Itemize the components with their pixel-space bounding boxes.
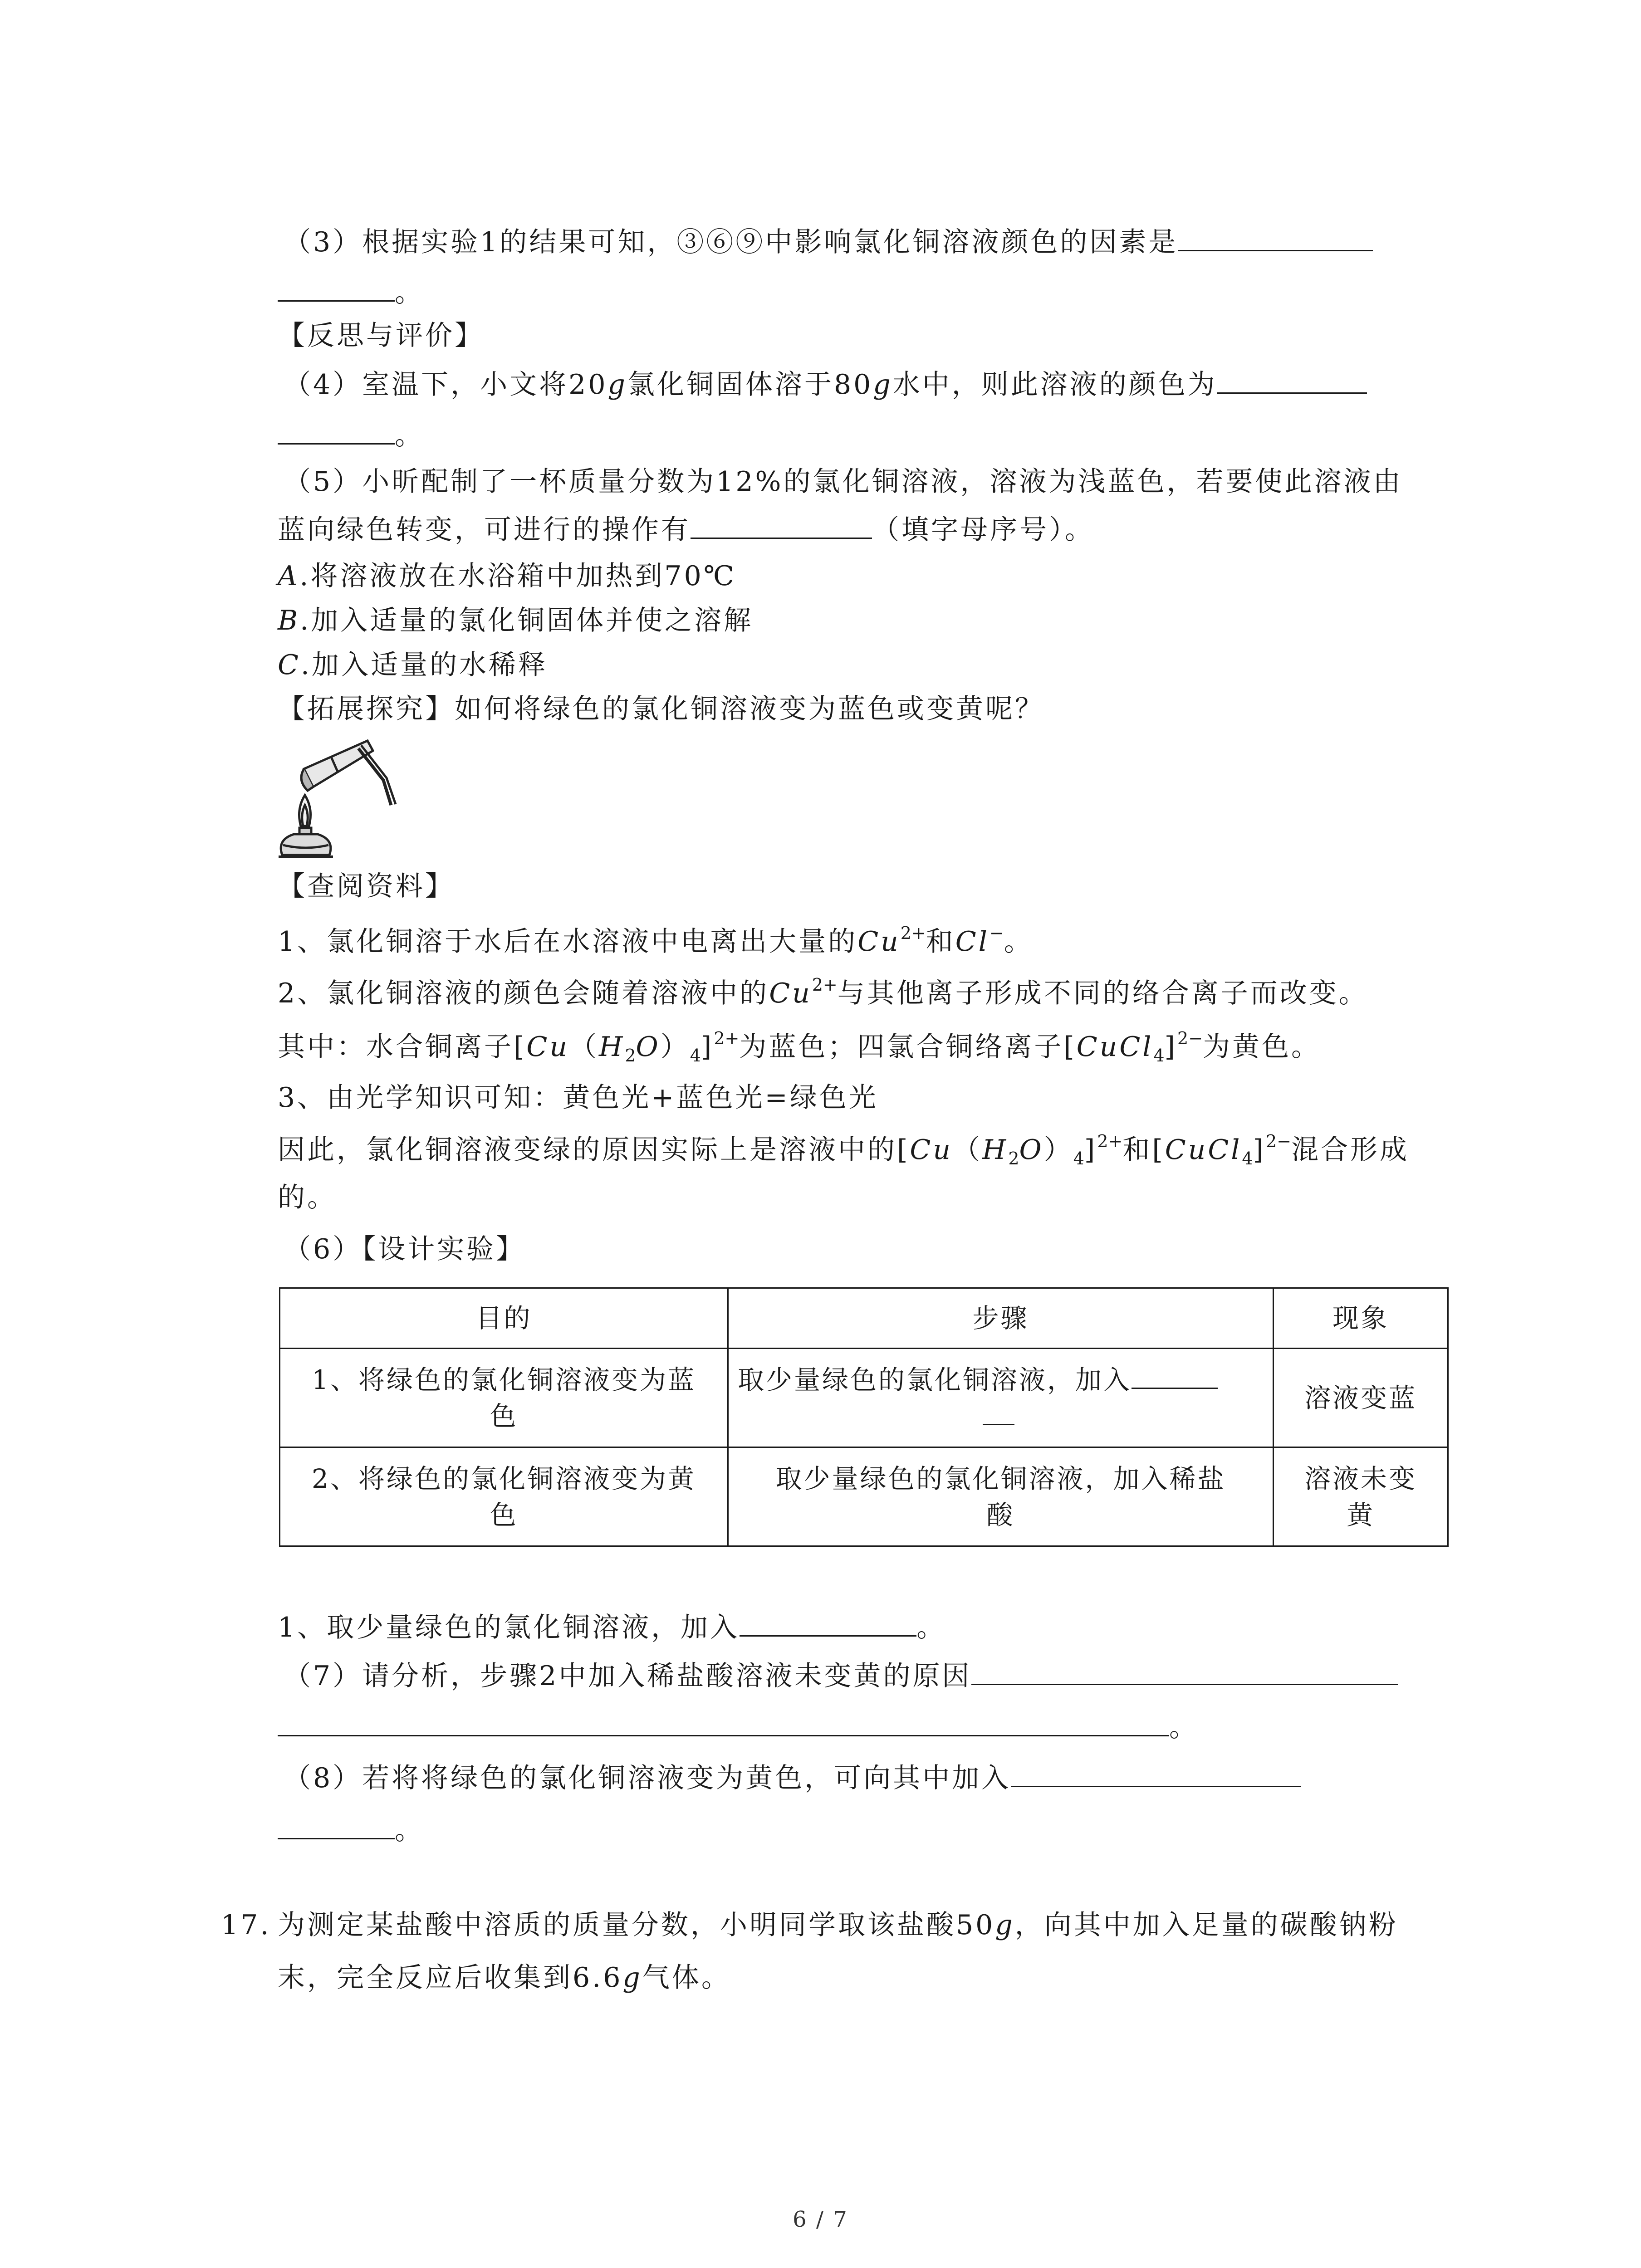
question-3: （3）根据实验1的结果可知，③⑥⑨中影响氯化铜溶液颜色的因素是	[284, 224, 1373, 260]
option-b: B.加入适量的氯化铜固体并使之溶解	[278, 605, 754, 636]
question-7: （7）请分析，步骤2中加入稀盐酸溶液未变黄的原因	[284, 1658, 1398, 1694]
experiment-design-table	[279, 1287, 1449, 1547]
column-header-steps: 步骤	[728, 1288, 1274, 1349]
cell-step: 取少量绿色的氯化铜溶液，加入稀盐 酸	[728, 1447, 1274, 1546]
cell-purpose: 2、将绿色的氯化铜溶液变为黄 色	[280, 1447, 728, 1546]
reflection-heading: 【反思与评价】	[278, 320, 484, 352]
cell-phenomenon: 溶液变蓝	[1274, 1349, 1448, 1447]
lookup-heading: 【查阅资料】	[278, 870, 455, 902]
cell-purpose: 1、将绿色的氯化铜溶液变为蓝 色	[280, 1349, 728, 1447]
column-header-purpose: 目的	[280, 1288, 728, 1349]
question-6-heading: （6）【设计实验】	[284, 1233, 526, 1265]
reference-3: 3、由光学知识可知：黄色光+蓝色光=绿色光	[278, 1082, 878, 1114]
reference-2-detail: 其中：水合铜离子$[Cu(H_2O)_4]^{2+}$为蓝色；四氯合铜络离子[CuCl$_4$]$^{2-}$为黄色。	[278, 1028, 1321, 1066]
reference-2: 2、氯化铜溶液的颜色会随着溶液中的$Cu^{2+}$与其他离子形成不同的络合离子而改变。	[278, 975, 1368, 1009]
extension-heading: 【拓展探究】如何将绿色的氯化铜溶液变为蓝色或变黄呢？	[278, 693, 1044, 725]
question-8-continuation: 。	[278, 1812, 424, 1848]
answer-line-1: 1、取少量绿色的氯化铜溶液，加入 。	[278, 1612, 946, 1643]
reference-1: 1、氯化铜溶于水后在水溶液中电离出大量的$Cu^{2+}$和Cl−。	[278, 923, 1034, 958]
option-a: A.将溶液放在水浴箱中加热到70℃	[278, 560, 736, 592]
table-row	[280, 1349, 1448, 1447]
cell-phenomenon: 溶液未变 黄	[1274, 1447, 1448, 1546]
heating-apparatus-illustration	[272, 737, 404, 864]
cell-step: 取少量绿色的氯化铜溶液，加入	[728, 1349, 1274, 1447]
page-number: 6 / 7	[793, 2207, 848, 2232]
question-17-line1: 为测定某盐酸中溶质的质量分数，小明同学取该盐酸50g，向其中加入足量的碳酸钠粉	[278, 1909, 1398, 1941]
question-7-continuation: 。	[278, 1709, 1199, 1745]
question-4: （4）室温下，小文将20g氯化铜固体溶于80g水中，则此溶液的颜色为	[284, 367, 1367, 403]
conclusion-line1: 因此，氯化铜溶液变绿的原因实际上是溶液中的$[Cu(H_2O)_4]^{2+}$和[CuCl$_4$]$^{2-}$混合形成	[278, 1131, 1410, 1168]
table-header-row	[280, 1288, 1448, 1349]
table-row	[280, 1447, 1448, 1546]
question-17-line2: 末，完全反应后收集到6.6g气体。	[278, 1962, 731, 1994]
conclusion-line2: 的。	[278, 1182, 337, 1213]
question-4-continuation: 。	[278, 417, 424, 454]
question-5-line2: 蓝向绿色转变，可进行的操作有 （填字母序号）。	[278, 514, 1094, 546]
question-3-continuation: 。	[278, 274, 424, 311]
question-8: （8）若将将绿色的氯化铜溶液变为黄色，可向其中加入	[284, 1760, 1301, 1796]
column-header-phenomenon: 现象	[1274, 1288, 1448, 1349]
question-5-line1: （5）小昕配制了一杯质量分数为12%的氯化铜溶液，溶液为浅蓝色，若要使此溶液由	[284, 466, 1403, 498]
option-c: C.加入适量的水稀释	[278, 649, 548, 681]
question-17-number: 17.	[221, 1909, 271, 1941]
